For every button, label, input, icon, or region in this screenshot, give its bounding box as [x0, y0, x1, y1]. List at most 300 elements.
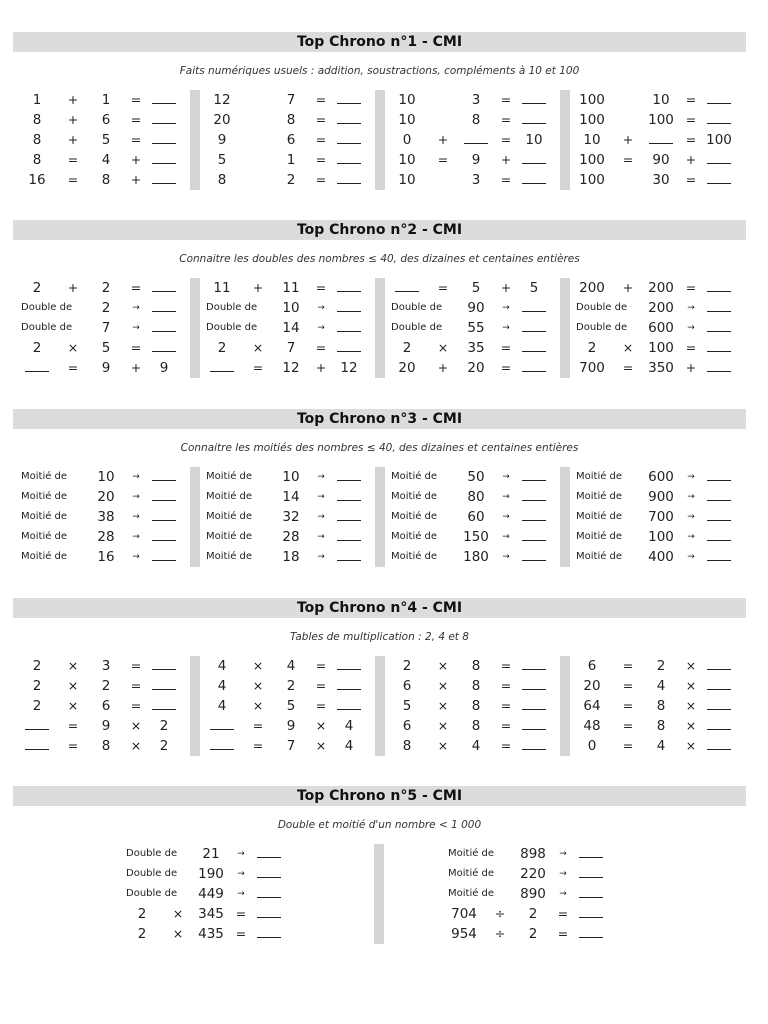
answer-blank[interactable]: [707, 676, 731, 690]
exercise-row: [568, 358, 743, 378]
value-cell: 8: [471, 678, 481, 694]
value-cell: [61, 298, 85, 318]
value-cell: 100: [579, 152, 605, 168]
arrow-icon: →: [317, 512, 325, 522]
value-cell: [431, 110, 455, 130]
exercise-row: [568, 467, 743, 487]
operator: =: [130, 112, 142, 127]
answer-blank[interactable]: [707, 696, 731, 710]
exercise-row: [198, 676, 373, 696]
answer-blank[interactable]: [152, 170, 176, 184]
arrow-icon: →: [559, 849, 567, 859]
value-cell: 9: [159, 360, 169, 376]
exercise-row: [13, 696, 188, 716]
value-cell: 5: [217, 152, 227, 168]
exercise-row: [13, 278, 188, 298]
answer-blank[interactable]: [152, 150, 176, 164]
operation-label: Moitié de: [576, 531, 623, 542]
arrow-icon: →: [687, 512, 695, 522]
answer-blank[interactable]: [152, 656, 176, 670]
answer-blank[interactable]: [337, 547, 361, 561]
exercise-row: [13, 547, 188, 567]
answer-blank[interactable]: [522, 110, 546, 124]
exercise-row: [383, 507, 558, 527]
exercise-row: [198, 130, 373, 150]
value-cell: 90: [467, 300, 485, 316]
value-cell: [616, 90, 640, 110]
exercise-row: [383, 358, 558, 378]
arrow-icon: →: [317, 552, 325, 562]
arrow-icon: →: [502, 492, 510, 502]
operator: =: [500, 658, 512, 673]
answer-blank[interactable]: [707, 150, 731, 164]
value-cell: 9: [286, 718, 296, 734]
value-cell: 4: [344, 738, 354, 754]
arrow-icon: →: [132, 303, 140, 313]
value-cell: [166, 844, 190, 864]
value-cell: 150: [463, 529, 489, 545]
answer-blank[interactable]: [707, 656, 731, 670]
answer-blank[interactable]: [707, 358, 731, 372]
value-cell: 14: [282, 489, 300, 505]
section-subtitle: Connaitre les moitiés des nombres ≤ 40, des dizaines et centaines entières: [180, 442, 579, 454]
arrow-icon: →: [559, 869, 567, 879]
exercise-row: [198, 547, 373, 567]
value-cell: [431, 170, 455, 190]
value-cell: 8: [656, 698, 666, 714]
answer-blank[interactable]: [707, 338, 731, 352]
section-subtitle: Faits numériques usuels : addition, soustractions, compléments à 10 et 100: [179, 65, 580, 77]
answer-blank[interactable]: [152, 696, 176, 710]
value-cell: 10: [398, 112, 416, 128]
answer-blank[interactable]: [152, 507, 176, 521]
answer-blank[interactable]: [707, 736, 731, 750]
value-cell: 1: [286, 152, 296, 168]
value-cell: [246, 170, 270, 190]
answer-blank[interactable]: [337, 676, 361, 690]
exercise-row: [198, 467, 373, 487]
operator: =: [315, 132, 327, 147]
value-cell: [616, 547, 640, 567]
answer-blank[interactable]: [522, 547, 546, 561]
exercise-row: [13, 170, 188, 190]
operator: =: [437, 152, 449, 167]
answer-blank[interactable]: [707, 716, 731, 730]
answer-blank[interactable]: [464, 130, 488, 144]
answer-blank[interactable]: [152, 318, 176, 332]
operation-label: Moitié de: [391, 531, 438, 542]
value-cell: 4: [286, 658, 296, 674]
value-cell: 5: [101, 340, 111, 356]
answer-blank[interactable]: [707, 547, 731, 561]
exercise-row: [383, 547, 558, 567]
value-cell: 8: [402, 738, 412, 754]
value-cell: 100: [579, 172, 605, 188]
value-cell: 38: [97, 509, 115, 525]
operator: =: [685, 92, 697, 107]
exercise-row: [568, 656, 743, 676]
answer-blank[interactable]: [210, 736, 234, 750]
answer-blank[interactable]: [337, 696, 361, 710]
value-cell: 8: [656, 718, 666, 734]
answer-blank[interactable]: [649, 130, 673, 144]
section-4: [0, 598, 768, 788]
answer-blank[interactable]: [337, 278, 361, 292]
exercise-row: [198, 150, 373, 170]
exercise-row: [383, 298, 558, 318]
answer-blank[interactable]: [707, 298, 731, 312]
answer-blank[interactable]: [337, 656, 361, 670]
exercise-row: [383, 716, 558, 736]
operator: +: [67, 92, 79, 107]
value-cell: 2: [101, 280, 111, 296]
value-cell: 1: [101, 92, 111, 108]
value-cell: 8: [32, 112, 42, 128]
value-cell: 100: [706, 132, 732, 148]
section-title: Top Chrono n°4 - CMI: [296, 600, 463, 616]
operator: =: [622, 718, 634, 733]
exercise-row: [13, 736, 188, 756]
value-cell: 55: [467, 320, 485, 336]
answer-blank[interactable]: [337, 338, 361, 352]
value-cell: [61, 487, 85, 507]
answer-blank[interactable]: [210, 716, 234, 730]
answer-blank[interactable]: [152, 90, 176, 104]
operator: ×: [252, 658, 264, 673]
answer-blank[interactable]: [257, 924, 281, 938]
value-cell: 10: [97, 469, 115, 485]
value-cell: [166, 884, 190, 904]
operation-label: Moitié de: [391, 551, 438, 562]
answer-blank[interactable]: [337, 170, 361, 184]
exercise-row: [383, 736, 558, 756]
value-cell: 8: [101, 172, 111, 188]
operator: =: [685, 172, 697, 187]
exercise-row: [198, 298, 373, 318]
arrow-icon: →: [502, 303, 510, 313]
value-cell: 345: [198, 906, 224, 922]
value-cell: 200: [648, 280, 674, 296]
operator: ÷: [494, 926, 506, 941]
answer-blank[interactable]: [152, 298, 176, 312]
answer-blank[interactable]: [25, 358, 49, 372]
value-cell: 8: [217, 172, 227, 188]
value-cell: 5: [101, 132, 111, 148]
answer-blank[interactable]: [152, 110, 176, 124]
answer-blank[interactable]: [522, 170, 546, 184]
value-cell: 7: [286, 92, 296, 108]
operator: +: [500, 280, 512, 295]
exercise-row: [568, 278, 743, 298]
value-cell: [431, 547, 455, 567]
operator: =: [315, 678, 327, 693]
operation-label: Moitié de: [576, 511, 623, 522]
answer-blank[interactable]: [210, 358, 234, 372]
exercise-row: [383, 527, 558, 547]
operator: =: [252, 738, 264, 753]
section-5: [0, 786, 768, 976]
answer-blank[interactable]: [579, 884, 603, 898]
arrow-icon: →: [237, 889, 245, 899]
exercise-row: [383, 467, 558, 487]
operator: =: [67, 172, 79, 187]
operator: +: [130, 172, 142, 187]
operator: ×: [685, 658, 697, 673]
exercise-row: [568, 170, 743, 190]
answer-blank[interactable]: [522, 298, 546, 312]
exercise-row: [383, 130, 558, 150]
value-cell: 8: [471, 112, 481, 128]
answer-blank[interactable]: [522, 318, 546, 332]
operation-label: Double de: [126, 888, 178, 899]
value-cell: 5: [471, 280, 481, 296]
operator: =: [500, 718, 512, 733]
operator: =: [235, 926, 247, 941]
answer-blank[interactable]: [337, 507, 361, 521]
exercise-row: [568, 90, 743, 110]
answer-blank[interactable]: [337, 110, 361, 124]
operation-label: Moitié de: [21, 551, 68, 562]
operation-label: Moitié de: [448, 868, 495, 879]
value-cell: 30: [652, 172, 670, 188]
arrow-icon: →: [559, 889, 567, 899]
operator: ×: [437, 678, 449, 693]
exercise-row: [383, 278, 558, 298]
value-cell: 2: [159, 718, 169, 734]
arrow-icon: →: [502, 532, 510, 542]
exercise-row: [13, 338, 188, 358]
arrow-icon: →: [317, 472, 325, 482]
answer-blank[interactable]: [579, 904, 603, 918]
operation-label: Double de: [206, 322, 258, 333]
value-cell: 100: [648, 340, 674, 356]
operator: ×: [252, 678, 264, 693]
value-cell: 5: [402, 698, 412, 714]
value-cell: [246, 547, 270, 567]
arrow-icon: →: [687, 552, 695, 562]
answer-blank[interactable]: [707, 278, 731, 292]
answer-blank[interactable]: [707, 90, 731, 104]
value-cell: [246, 90, 270, 110]
operation-label: Moitié de: [391, 471, 438, 482]
operator: =: [500, 92, 512, 107]
answer-blank[interactable]: [522, 338, 546, 352]
operator: +: [685, 152, 697, 167]
exercise-row: [13, 487, 188, 507]
operation-label: Moitié de: [206, 471, 253, 482]
answer-blank[interactable]: [707, 527, 731, 541]
value-cell: 8: [471, 658, 481, 674]
answer-blank[interactable]: [152, 278, 176, 292]
value-cell: 20: [97, 489, 115, 505]
operator: =: [685, 112, 697, 127]
exercise-row: [198, 696, 373, 716]
arrow-icon: →: [687, 492, 695, 502]
operator: =: [130, 658, 142, 673]
operator: =: [500, 172, 512, 187]
operation-label: Moitié de: [21, 471, 68, 482]
value-cell: 12: [213, 92, 231, 108]
value-cell: [246, 507, 270, 527]
answer-blank[interactable]: [707, 507, 731, 521]
answer-blank[interactable]: [707, 110, 731, 124]
answer-blank[interactable]: [152, 547, 176, 561]
value-cell: 4: [217, 698, 227, 714]
exercise-row: [568, 716, 743, 736]
answer-blank[interactable]: [395, 278, 419, 292]
operator: =: [252, 360, 264, 375]
answer-blank[interactable]: [522, 736, 546, 750]
answer-blank[interactable]: [257, 844, 281, 858]
answer-blank[interactable]: [337, 487, 361, 501]
answer-blank[interactable]: [152, 487, 176, 501]
answer-blank[interactable]: [337, 130, 361, 144]
operator: =: [130, 340, 142, 355]
answer-blank[interactable]: [337, 318, 361, 332]
operator: =: [67, 360, 79, 375]
exercise-row: [568, 547, 743, 567]
answer-blank[interactable]: [522, 676, 546, 690]
value-cell: 10: [282, 300, 300, 316]
value-cell: [616, 487, 640, 507]
value-cell: 9: [101, 718, 111, 734]
answer-blank[interactable]: [257, 884, 281, 898]
answer-blank[interactable]: [337, 467, 361, 481]
answer-blank[interactable]: [707, 170, 731, 184]
arrow-icon: →: [687, 472, 695, 482]
value-cell: [431, 318, 455, 338]
answer-blank[interactable]: [337, 150, 361, 164]
answer-blank[interactable]: [522, 90, 546, 104]
value-cell: 100: [579, 92, 605, 108]
value-cell: 9: [471, 152, 481, 168]
answer-blank[interactable]: [25, 736, 49, 750]
answer-blank[interactable]: [522, 467, 546, 481]
exercise-row: [568, 527, 743, 547]
value-cell: [61, 547, 85, 567]
value-cell: 4: [656, 678, 666, 694]
operator: =: [252, 718, 264, 733]
arrow-icon: →: [132, 472, 140, 482]
value-cell: 80: [467, 489, 485, 505]
value-cell: 100: [648, 529, 674, 545]
value-cell: 8: [471, 698, 481, 714]
section-3: [0, 409, 768, 599]
answer-blank[interactable]: [579, 864, 603, 878]
value-cell: 10: [525, 132, 543, 148]
exercise-row: [568, 110, 743, 130]
answer-blank[interactable]: [152, 467, 176, 481]
operator: +: [437, 360, 449, 375]
operator: ×: [685, 698, 697, 713]
answer-blank[interactable]: [522, 656, 546, 670]
operator: +: [67, 112, 79, 127]
answer-blank[interactable]: [152, 676, 176, 690]
value-cell: 8: [101, 738, 111, 754]
value-cell: 12: [282, 360, 300, 376]
answer-blank[interactable]: [707, 467, 731, 481]
operator: =: [315, 112, 327, 127]
value-cell: [616, 318, 640, 338]
answer-blank[interactable]: [522, 716, 546, 730]
value-cell: 4: [471, 738, 481, 754]
value-cell: 11: [213, 280, 231, 296]
value-cell: 0: [587, 738, 597, 754]
value-cell: 8: [286, 112, 296, 128]
exercise-row: [13, 467, 188, 487]
answer-blank[interactable]: [152, 130, 176, 144]
exercise-row: [118, 884, 293, 904]
operator: ×: [130, 738, 142, 753]
exercise-row: [198, 90, 373, 110]
answer-blank[interactable]: [707, 487, 731, 501]
value-cell: 5: [529, 280, 539, 296]
operator: =: [622, 698, 634, 713]
value-cell: 35: [467, 340, 485, 356]
value-cell: 2: [101, 678, 111, 694]
exercise-row: [383, 487, 558, 507]
value-cell: 6: [286, 132, 296, 148]
exercise-row: [568, 676, 743, 696]
value-cell: 9: [217, 132, 227, 148]
value-cell: 180: [463, 549, 489, 565]
answer-blank[interactable]: [152, 338, 176, 352]
answer-blank[interactable]: [522, 358, 546, 372]
operator: =: [622, 152, 634, 167]
answer-blank[interactable]: [337, 90, 361, 104]
operation-label: Double de: [391, 302, 443, 313]
value-cell: 14: [282, 320, 300, 336]
operator: =: [500, 698, 512, 713]
answer-blank[interactable]: [522, 696, 546, 710]
answer-blank[interactable]: [257, 904, 281, 918]
exercise-row: [440, 844, 615, 864]
value-cell: 190: [198, 866, 224, 882]
value-cell: 28: [282, 529, 300, 545]
exercise-row: [13, 298, 188, 318]
section-subtitle: Double et moitié d'un nombre < 1 000: [277, 819, 482, 831]
answer-blank[interactable]: [522, 507, 546, 521]
answer-blank[interactable]: [579, 844, 603, 858]
value-cell: 4: [344, 718, 354, 734]
answer-blank[interactable]: [707, 318, 731, 332]
operation-label: Moitié de: [448, 888, 495, 899]
answer-blank[interactable]: [25, 716, 49, 730]
value-cell: 6: [587, 658, 597, 674]
exercise-row: [13, 90, 188, 110]
operation-label: Double de: [206, 302, 258, 313]
exercise-row: [568, 487, 743, 507]
answer-blank[interactable]: [152, 527, 176, 541]
answer-blank[interactable]: [522, 150, 546, 164]
arrow-icon: →: [502, 512, 510, 522]
answer-blank[interactable]: [337, 527, 361, 541]
answer-blank[interactable]: [522, 527, 546, 541]
answer-blank[interactable]: [522, 487, 546, 501]
value-cell: [61, 507, 85, 527]
answer-blank[interactable]: [337, 298, 361, 312]
operator: =: [315, 658, 327, 673]
operation-label: Double de: [126, 848, 178, 859]
operation-label: Moitié de: [21, 511, 68, 522]
answer-blank[interactable]: [579, 924, 603, 938]
value-cell: 7: [286, 738, 296, 754]
value-cell: [246, 487, 270, 507]
operation-label: Double de: [21, 302, 73, 313]
value-cell: [246, 110, 270, 130]
value-cell: 50: [467, 469, 485, 485]
answer-blank[interactable]: [257, 864, 281, 878]
